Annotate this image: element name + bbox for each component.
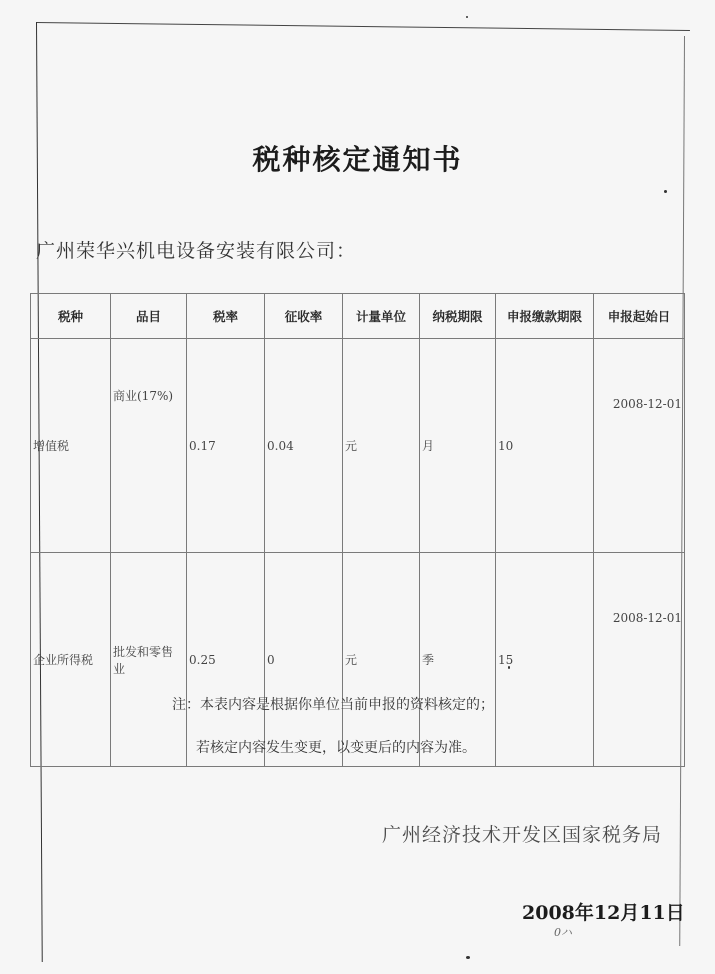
cell-tax-rate: 0.25: [187, 553, 265, 767]
header-deadline: 申报缴款期限: [496, 294, 594, 339]
cell-levy-rate: 0: [265, 553, 343, 767]
addressee: 广州荣华兴机电设备安装有限公司：: [36, 240, 357, 262]
cell-item: 商业(17%): [111, 339, 187, 553]
cell-tax-type: 增值税: [31, 339, 111, 553]
table-row: [31, 339, 685, 553]
cell-unit: 元: [343, 553, 420, 767]
header-period: 纳税期限: [420, 294, 496, 339]
header-tax-rate: 税率: [187, 294, 265, 339]
date-annotation: 0ハ: [554, 926, 572, 939]
cell-start-date: 2008-12-01: [594, 339, 685, 553]
issue-date: 2008年12月11日: [522, 902, 685, 924]
header-unit: 计量单位: [343, 294, 420, 339]
scan-speck: [466, 956, 470, 959]
cell-levy-rate: 0.04: [265, 339, 343, 553]
header-start-date: 申报起始日: [594, 294, 685, 339]
cell-period: 月: [420, 339, 496, 553]
cell-period: 季: [420, 553, 496, 767]
cell-unit: 元: [343, 339, 420, 553]
note-line-1: 注：本表内容是根据你单位当前申报的资料核定的；: [172, 697, 494, 713]
note-line-2: 若核定内容发生变更，以变更后的内容为准。: [196, 740, 476, 756]
scan-speck: [508, 666, 510, 669]
header-levy-rate: 征收率: [265, 294, 343, 339]
table-header-row: [31, 294, 685, 339]
cell-deadline: 10: [496, 339, 594, 553]
table-row: [31, 553, 685, 767]
document-title: 税种核定通知书: [252, 143, 463, 176]
scan-speck: [664, 190, 667, 193]
frame-top-line: [36, 22, 690, 31]
scan-speck: [466, 16, 468, 18]
cell-tax-rate: 0.17: [187, 339, 265, 553]
cell-start-date: 2008-12-01: [594, 553, 685, 767]
cell-deadline: 15: [496, 553, 594, 767]
header-item: 品目: [111, 294, 187, 339]
cell-item: 批发和零售业: [111, 553, 187, 767]
cell-tax-type: 企业所得税: [31, 553, 111, 767]
issuing-authority: 广州经济技术开发区国家税务局: [382, 824, 663, 846]
header-tax-type: 税种: [31, 294, 111, 339]
